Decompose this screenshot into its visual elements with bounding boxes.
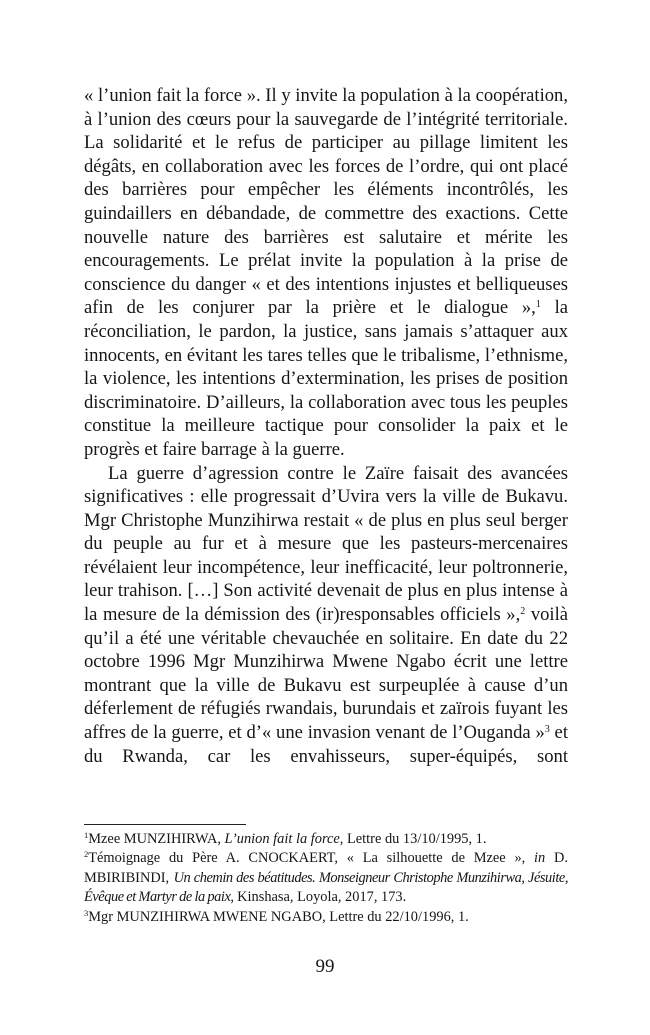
footnote-2-author: D. MBIRIBINDI, [84,850,568,886]
page-number: 99 [315,956,335,977]
footnote-3-number: 3 [84,907,89,918]
footnote-ref-3[interactable]: 3 [544,724,550,736]
paragraph-1-continued: la réconciliation, le pardon, la justice, sans jamais s’attaquer aux innocents, en évitant les tares telles que le tribalisme, l’ethnisme, la violence, les intentions d’extermination, les prises de position discriminatoire. D’ailleurs, la collaboration avec tous les peuples constitue la meilleure tactique pour consolider la paix et le progrès et faire barrage à la guerre. [84,297,568,460]
footnote-3 [84,908,568,927]
footnote-2-rest: Kinshasa, Loyola, 2017, 173. [233,889,407,906]
footnote-3-text: Mgr MUNZIHIRWA MWENE NGABO, Lettre du 22/10/1996, 1. [88,908,469,925]
footnote-2-lead: Témoignage du Père A. CNOCKAERT, « La silhouette de Mzee », [88,850,535,867]
paragraph-2 [84,462,568,769]
footnote-1-number: 1 [84,830,89,840]
footnote-1-rest: , Lettre du 13/10/1995, 1. [339,831,487,847]
paragraph-2-text-b: voilà qu’il a été une véritable chevauchée en solitaire. En date du 22 octobre 1996 Mgr Munzihirwa Mwene Ngabo écrit une lettre montrant que la ville de Bukavu est surpeuplée à cause d’un déferlement de réfugiés rwandais, burundais et zaïrois fuyant les affres de la guerre, et d’« une invasion venant de l’Ouganda » [84,604,568,744]
footnote-2-number: 2 [84,849,89,860]
footnote-1 [84,830,568,849]
paragraph-1 [84,84,568,462]
footnote-1-title: L’union fait la force [224,831,340,847]
footnote-ref-1[interactable]: 1 [535,299,541,311]
footnote-2 [84,849,568,907]
paragraph-2-text-a: La guerre d’agression contre le Zaïre faisait des avancées significatives : elle progressait d’Uvira vers la ville de Bukavu. Mgr Christophe Munzihirwa restait « de plus en plus seul berger du peuple au fur et à mesure que les pasteurs-mercenaires révélaient leur incompétence, leur inefficacité, leur poltronnerie, leur trahison. […] Son activité devenait de plus en plus intense à la mesure de la démission des (ir)responsables officiels », [84,462,568,626]
paragraph-2-text-c: et du Rwanda, car les envahisseurs, super-équipés, sont [84,722,568,767]
footnote-divider [84,824,246,825]
footnotes [84,830,568,927]
body-text [84,84,568,768]
paragraph-1-text: « l’union fait la force ». Il y invite la population à la coopération, à l’union des cœurs pour la sauvegarde de l’intégrité territoriale. La solidarité et le refus de participer au pillage limitent les dégâts, en collaboration avec les forces de l’ordre, qui ont placé des barrières pour empêcher les éléments incontrôlés, les guindaillers en débandade, de commettre des exactions. Cette nouvelle nature des barrières est salutaire et mérite les encouragements. Le prélat invite la population à la prise de conscience du danger « et des intentions injustes et belliqueuses afin de les conjurer par la prière et le dialogue », [84,85,568,319]
footnote-2-title: Un chemin des béatitudes. Monseigneur Christophe Munzihirwa, Jésuite, Évêque et Martyr de la paix, [84,869,568,906]
footnote-2-in: in [534,850,546,867]
footnote-ref-2[interactable]: 2 [520,606,526,618]
footnote-1-author: Mzee MUNZIHIRWA, [88,831,225,847]
